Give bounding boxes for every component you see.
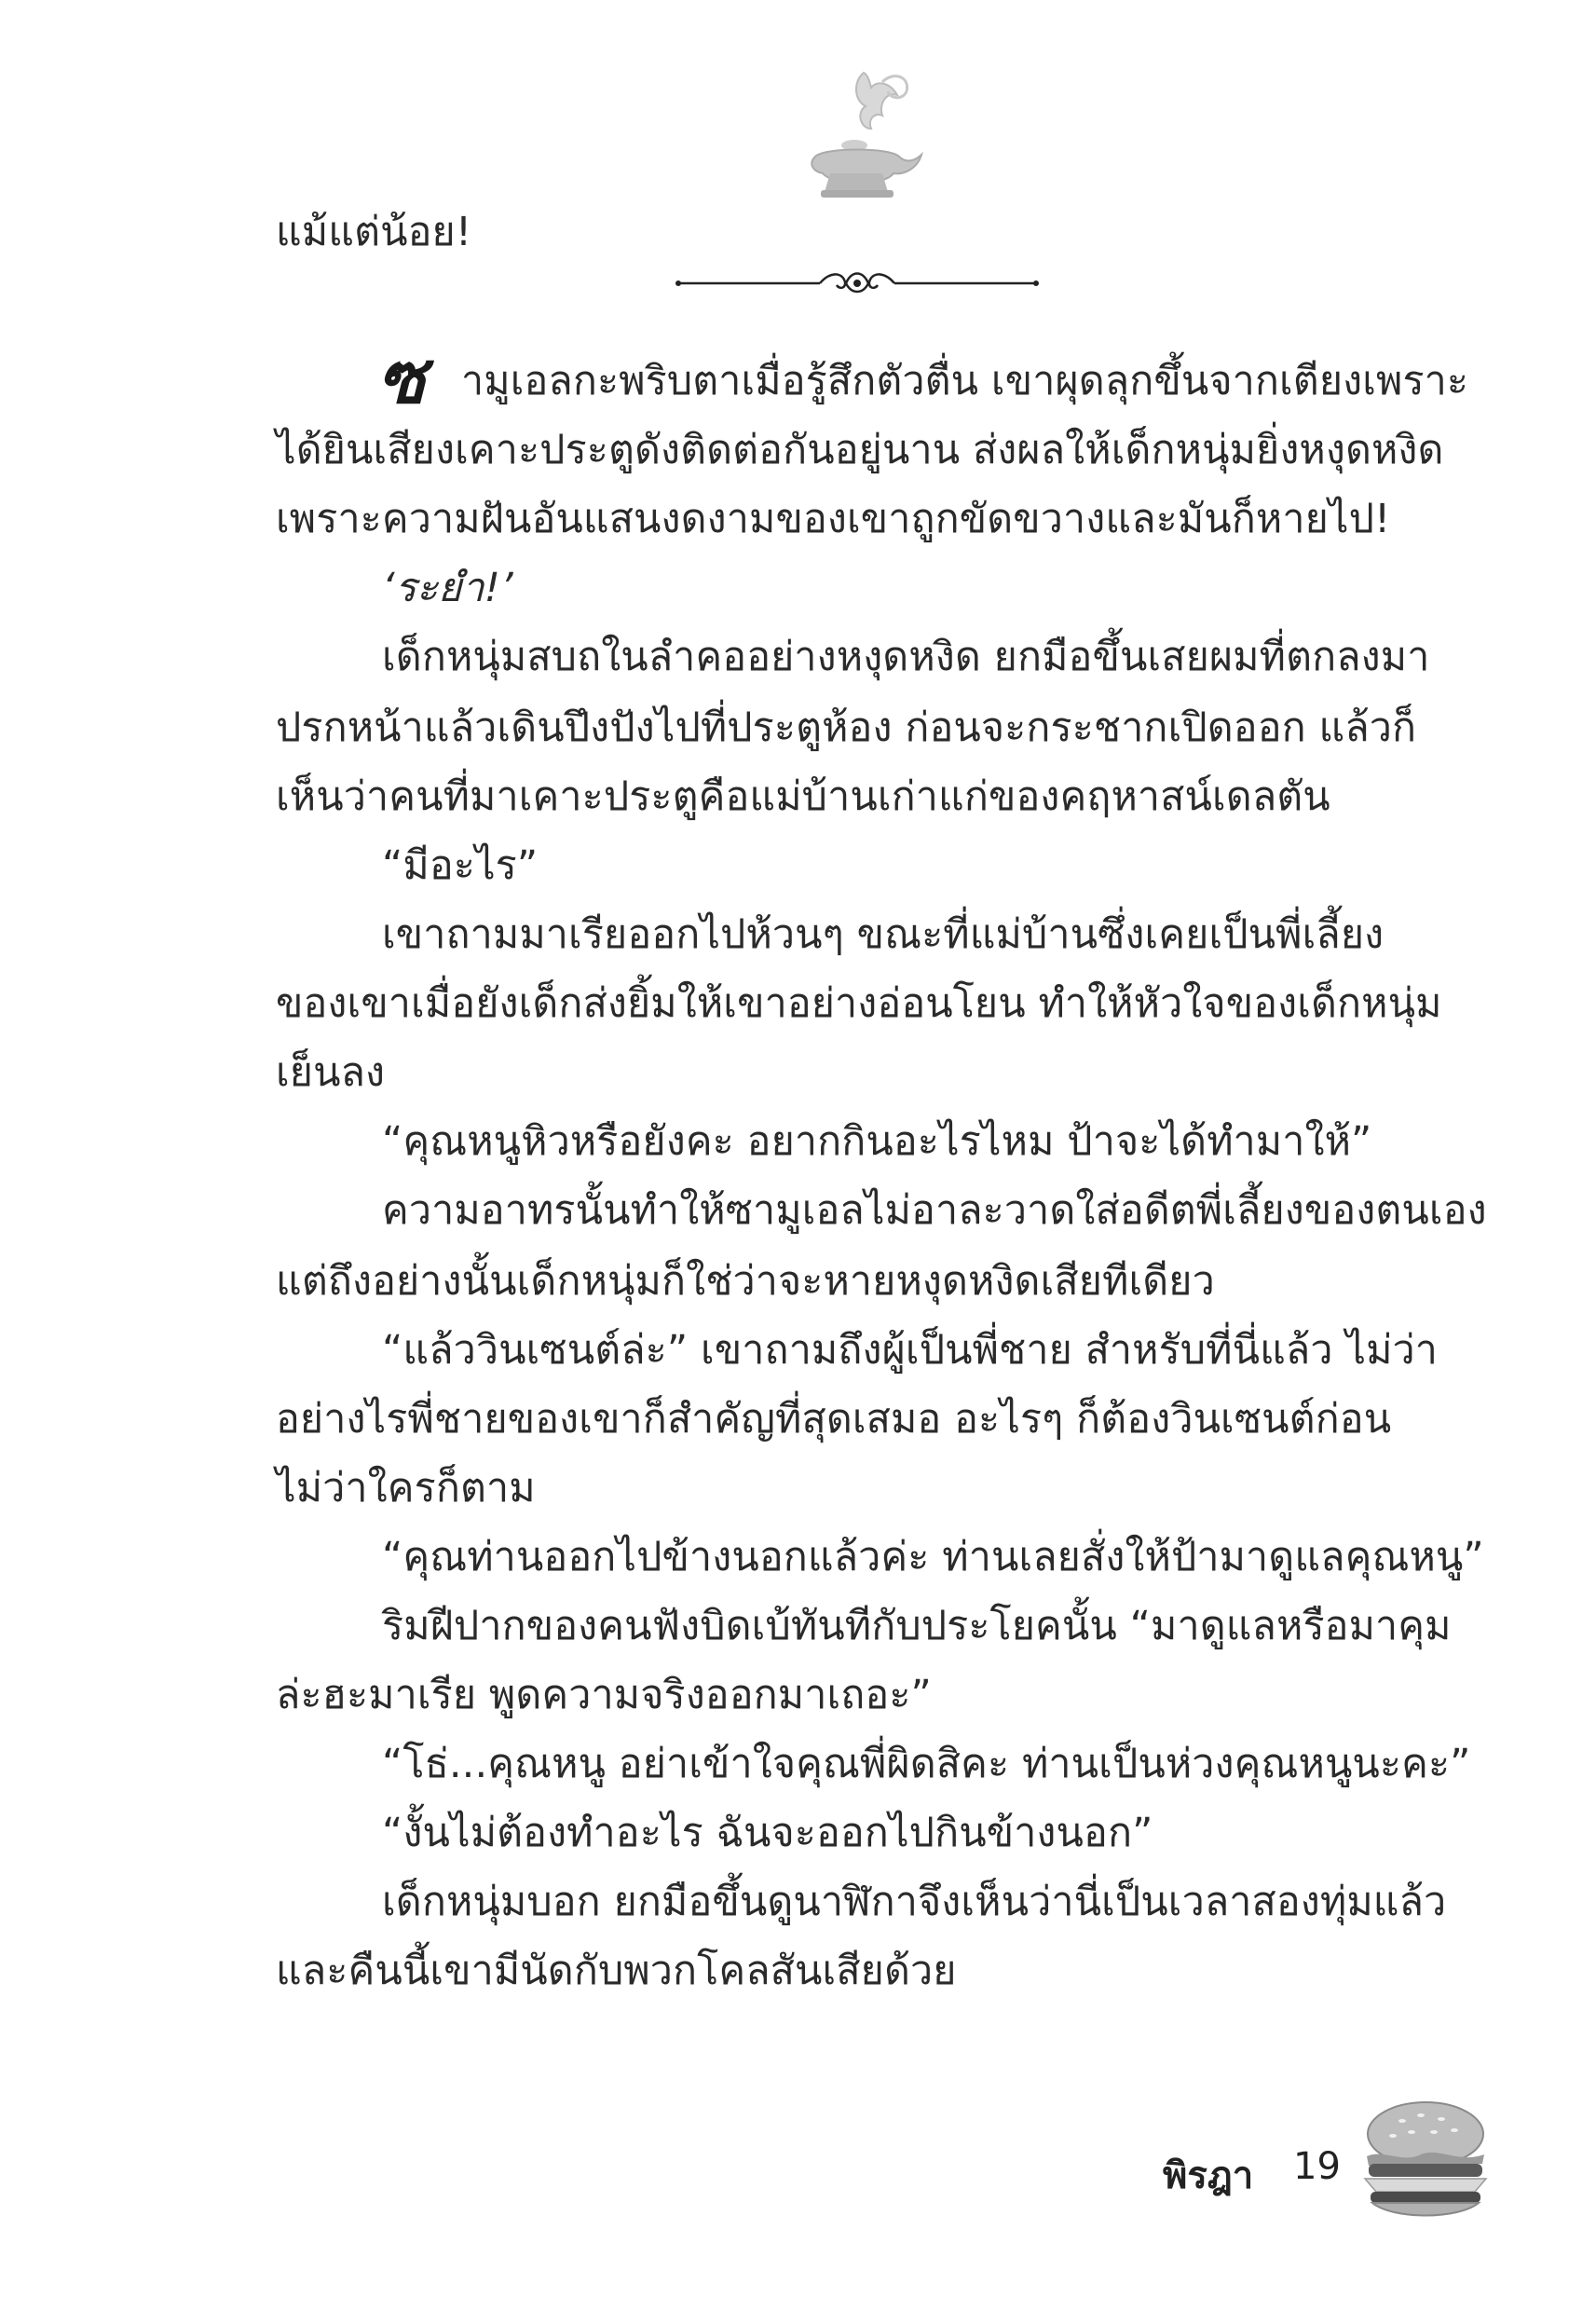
genie-lamp-icon bbox=[797, 63, 927, 203]
text-line: แต่ถึงอย่างนั้นเด็กหนุ่มก็ใช่ว่าจะหายหงุดหงิดเสียทีเดียว bbox=[276, 1258, 1215, 1305]
text-line: ‘ระยำ!’ bbox=[382, 565, 513, 611]
text-line: เด็กหนุ่มสบถในลำคออย่างหงุดหงิด ยกมือขึ้นเสยผมที่ตกลงมา bbox=[382, 634, 1430, 680]
burger-icon bbox=[1356, 2095, 1495, 2225]
text-line: ไม่ว่าใครก็ตาม bbox=[276, 1465, 536, 1511]
scroll-divider-icon bbox=[671, 263, 1044, 300]
text-line: “แล้ววินเซนต์ล่ะ” เขาถามถึงผู้เป็นพี่ชาย สำหรับที่นี่แล้ว ไม่ว่า bbox=[382, 1327, 1439, 1374]
text-line: แม้แต่น้อย! bbox=[276, 209, 472, 255]
text-line: เขาถามมาเรียออกไปห้วนๆ ขณะที่แม่บ้านซึ่งเคยเป็นพี่เลี้ยง bbox=[382, 911, 1385, 958]
text-line: ปรกหน้าแล้วเดินปึงปังไปที่ประตูห้อง ก่อนจะกระชากเปิดออก แล้วก็ bbox=[276, 704, 1417, 751]
text-line: “โธ่...คุณหนู อย่าเข้าใจคุณพี่ผิดสิคะ ท่านเป็นห่วงคุณหนูนะคะ” bbox=[382, 1741, 1471, 1787]
text-line: ความอาทรนั้นทำให้ซามูเอลไม่อาละวาดใส่อดีตพี่เลี้ยงของตนเอง bbox=[382, 1187, 1487, 1234]
text-line: “คุณท่านออกไปข้างนอกแล้วค่ะ ท่านเลยสั่งให้ป้ามาดูแลคุณหนู” bbox=[382, 1534, 1484, 1580]
text-line: ล่ะฮะมาเรีย พูดความจริงออกมาเถอะ” bbox=[276, 1672, 932, 1718]
text-line: อย่างไรพี่ชายของเขาก็สำคัญที่สุดเสมอ อะไรๆ ก็ต้องวินเซนต์ก่อน bbox=[276, 1396, 1392, 1443]
text-line: และคืนนี้เขามีนัดกับพวกโคลสันเสียด้วย bbox=[276, 1948, 957, 1994]
text-line: “งั้นไม่ต้องทำอะไร ฉันจะออกไปกินข้างนอก” bbox=[382, 1810, 1153, 1856]
text-line: เด็กหนุ่มบอก ยกมือขึ้นดูนาฬิกาจึงเห็นว่านี่เป็นเวลาสองทุ่มแล้ว bbox=[382, 1879, 1447, 1925]
author-name: พิรฎา bbox=[1163, 2154, 1254, 2197]
text-line: ได้ยินเสียงเคาะประตูดังติดต่อกันอยู่นาน ส่งผลให้เด็กหนุ่มยิ่งหงุดหงิด bbox=[276, 427, 1444, 473]
page-number: 19 bbox=[1293, 2145, 1341, 2188]
drop-cap: ซ bbox=[377, 336, 426, 419]
text-line: เพราะความฝันอันแสนงดงามของเขาถูกขัดขวางและมันก็หายไป! bbox=[276, 496, 1391, 542]
text-line: เห็นว่าคนที่มาเคาะประตูคือแม่บ้านเก่าแก่ของคฤหาสน์เดลตัน bbox=[276, 773, 1330, 820]
text-line: ของเขาเมื่อยังเด็กส่งยิ้มให้เขาอย่างอ่อนโยน ทำให้หัวใจของเด็กหนุ่ม bbox=[276, 980, 1442, 1027]
text-line: ริมฝีปากของคนฟังบิดเบ้ทันทีกับประโยคนั้น “มาดูแลหรือมาคุม bbox=[382, 1603, 1452, 1649]
text-line: ามูเอลกะพริบตาเมื่อรู้สึกตัวตื่น เขาผุดลุกขึ้นจากเตียงเพราะ bbox=[461, 358, 1469, 404]
text-line: “คุณหนูหิวหรือยังคะ อยากกินอะไรไหม ป้าจะได้ทำมาให้” bbox=[382, 1118, 1372, 1165]
text-line: “มีอะไร” bbox=[382, 842, 539, 889]
text-line: เย็นลง bbox=[276, 1049, 386, 1096]
